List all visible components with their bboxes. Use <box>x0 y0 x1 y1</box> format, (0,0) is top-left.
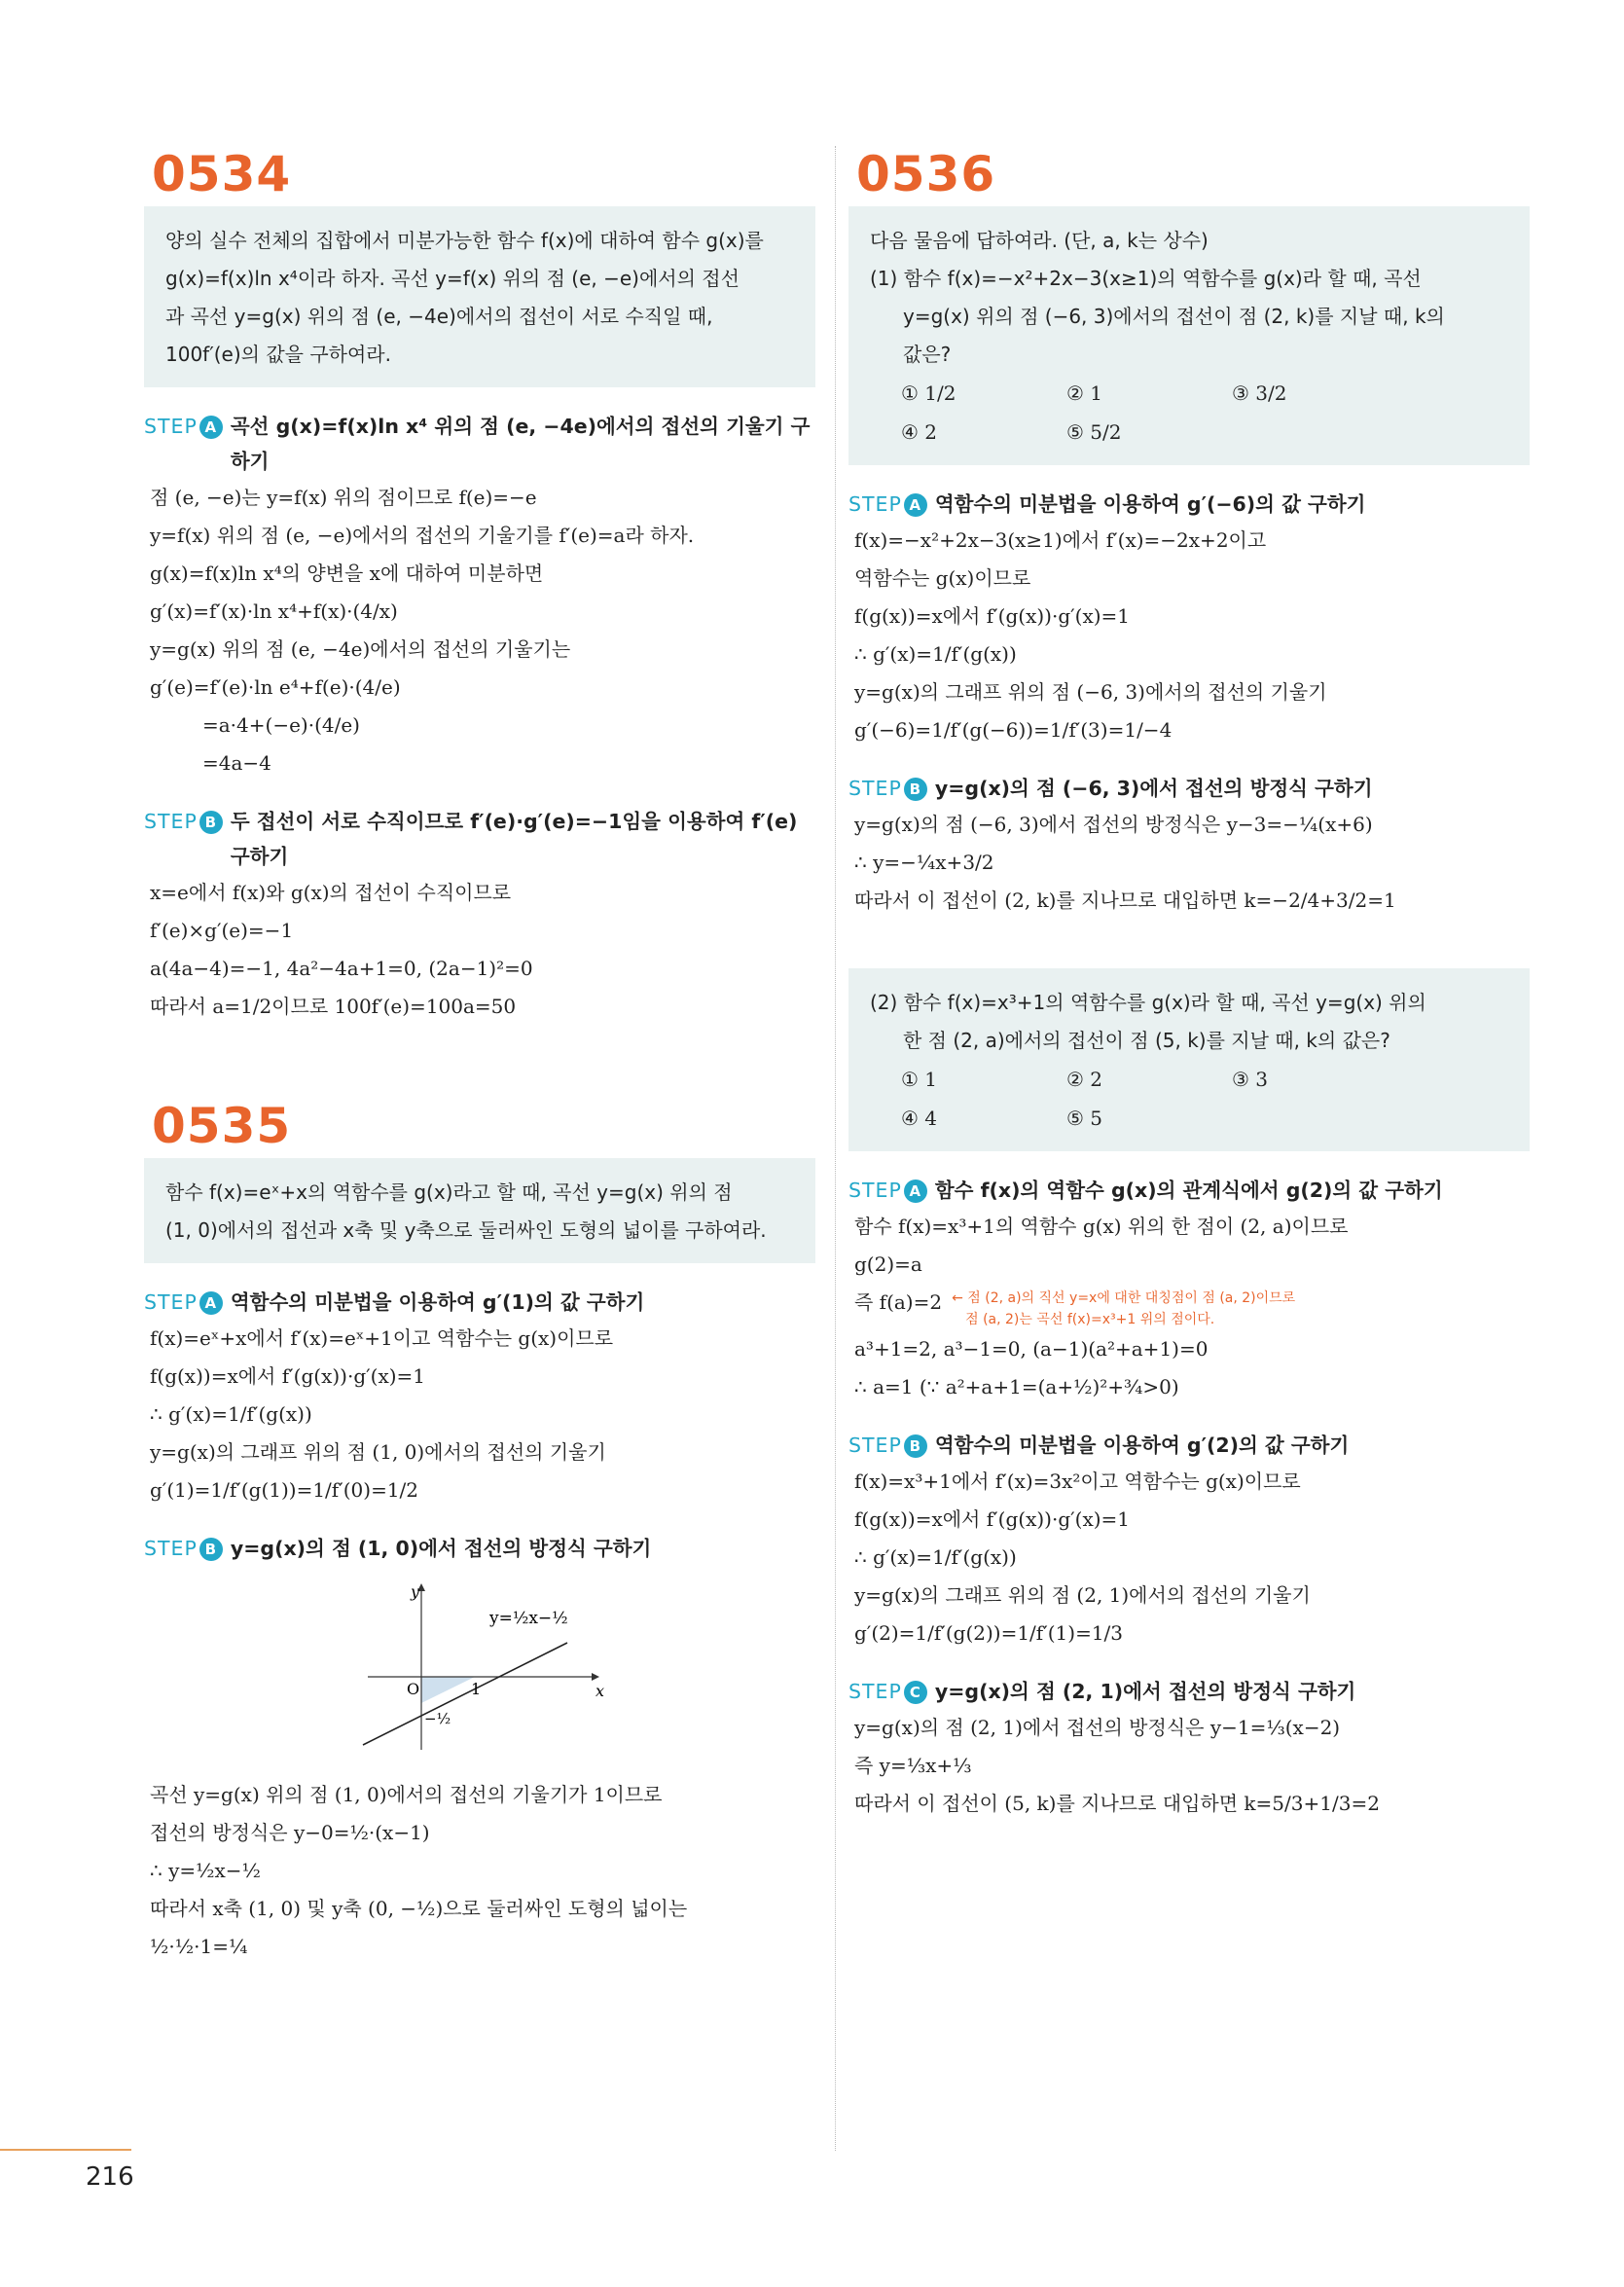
solution-line: y=g(x)의 그래프 위의 점 (2, 1)에서의 접선의 기울기 <box>854 1583 1311 1607</box>
y-tick-label: −½ <box>424 1710 451 1727</box>
step-label: STEP B <box>848 1428 927 1463</box>
solution-line: ∴ a=1 (∵ a²+a+1=(a+½)²+¾>0) <box>854 1375 1179 1398</box>
step-title: 역함수의 미분법을 이용하여 g′(−6)의 값 구하기 <box>934 492 1366 516</box>
solution-line: y=g(x)의 점 (2, 1)에서 접선의 방정식은 y−1=⅓(x−2) <box>854 1716 1341 1739</box>
solution-line: ∴ g′(x)=1/f′(g(x)) <box>150 1402 312 1426</box>
step-letter-icon: A <box>904 493 927 517</box>
solution-line: ∴ g′(x)=1/f′(g(x)) <box>854 1545 1017 1569</box>
choice-5: ⑤ 5 <box>1066 1107 1103 1130</box>
solution-line: y=g(x)의 그래프 위의 점 (−6, 3)에서의 접선의 기울기 <box>854 680 1327 704</box>
solution-line: a(4a−4)=−1, 4a²−4a+1=0, (2a−1)²=0 <box>150 957 533 980</box>
step-label: STEP A <box>848 1173 927 1208</box>
step-label: STEP C <box>848 1674 927 1709</box>
step-title: 두 접선이 서로 수직이므로 f′(e)·g′(e)=−1임을 이용하여 f′(e) 구하기 <box>230 810 798 868</box>
step-letter-icon: B <box>904 1434 927 1458</box>
step-title: 역함수의 미분법을 이용하여 g′(1)의 값 구하기 <box>230 1290 645 1314</box>
origin-label: O <box>407 1680 420 1698</box>
x-axis-label: x <box>595 1682 605 1700</box>
solution-line: f(x)=−x²+2x−3(x≥1)에서 f′(x)=−2x+2이고 <box>854 528 1267 552</box>
solution-line: y=g(x) 위의 점 (e, −4e)에서의 접선의 기울기는 <box>150 637 571 661</box>
question-line: (2) 함수 f(x)=x³+1의 역함수를 g(x)라 할 때, 곡선 y=g(x) 위의 <box>870 991 1426 1014</box>
question-line: y=g(x) 위의 점 (−6, 3)에서의 접선이 점 (2, k)를 지날 때, k의 <box>903 305 1445 328</box>
step-b-0535 <box>144 1531 815 1966</box>
tangent-line-graph <box>358 1579 611 1755</box>
solution-line: a³+1=2, a³−1=0, (a−1)(a²+a+1)=0 <box>854 1337 1209 1361</box>
step-title: y=g(x)의 점 (1, 0)에서 접선의 방정식 구하기 <box>230 1537 652 1560</box>
step-b-0536-2 <box>848 1428 1530 1652</box>
solution-line: 점 (e, −e)는 y=f(x) 위의 점이므로 f(e)=−e <box>150 486 537 509</box>
solution-line: g′(x)=f′(x)·ln x⁴+f(x)·(4/x) <box>150 599 398 623</box>
question-line: (1, 0)에서의 접선과 x축 및 y축으로 둘러싸인 도형의 넓이를 구하여라. <box>165 1218 767 1242</box>
left-column <box>144 136 815 1966</box>
x-tick-label: 1 <box>471 1680 482 1698</box>
footer-rule <box>0 2149 131 2151</box>
solution-line: f(g(x))=x에서 f′(g(x))·g′(x)=1 <box>854 1507 1131 1531</box>
choice-5: ⑤ 5/2 <box>1066 420 1122 444</box>
right-column <box>848 136 1530 1823</box>
line-equation-label: y=½x−½ <box>489 1609 568 1628</box>
solution-line: g′(1)=1/f′(g(1))=1/f′(0)=1/2 <box>150 1478 419 1502</box>
choice-1: ① 1/2 <box>901 381 956 405</box>
question-line: 양의 실수 전체의 집합에서 미분가능한 함수 f(x)에 대하여 함수 g(x)를 <box>165 229 764 252</box>
choice-4: ④ 2 <box>901 420 938 444</box>
solution-line: 곡선 y=g(x) 위의 점 (1, 0)에서의 접선의 기울기가 1이므로 <box>150 1783 663 1806</box>
step-a-0536-1 <box>848 487 1530 749</box>
question-box-0536-1 <box>848 206 1530 465</box>
solution-line: 즉 f(a)=2 <box>854 1290 943 1314</box>
step-letter-icon: B <box>199 811 223 834</box>
solution-line: =4a−4 <box>202 751 271 775</box>
solution-line: 접선의 방정식은 y−0=½·(x−1) <box>150 1821 430 1844</box>
question-line: g(x)=f(x)ln x⁴이라 하자. 곡선 y=f(x) 위의 점 (e, −e)에서의 접선 <box>165 267 740 290</box>
solution-line: ∴ y=−¼x+3/2 <box>854 851 994 874</box>
problem-number-0535: 0535 <box>152 1098 292 1154</box>
step-label: STEP A <box>144 409 223 479</box>
question-intro: 다음 물음에 답하여라. (단, a, k는 상수) <box>870 229 1209 252</box>
choice-3: ③ 3 <box>1232 1068 1269 1091</box>
solution-line: =a·4+(−e)·(4/e) <box>202 713 360 737</box>
solution-line: g(2)=a <box>854 1252 922 1276</box>
step-title: 곡선 g(x)=f(x)ln x⁴ 위의 점 (e, −4e)에서의 접선의 기울기 구하기 <box>230 415 811 473</box>
x-axis-arrow-icon <box>592 1673 599 1681</box>
problem-number-0536: 0536 <box>856 146 996 202</box>
step-title: y=g(x)의 점 (−6, 3)에서 접선의 방정식 구하기 <box>934 777 1373 800</box>
side-note-line: 점 (a, 2)는 곡선 f(x)=x³+1 위의 점이다. <box>965 1312 1215 1327</box>
solution-line: x=e에서 f(x)와 g(x)의 접선이 수직이므로 <box>150 881 512 904</box>
step-a-0535 <box>144 1285 815 1509</box>
choice-3: ③ 3/2 <box>1232 381 1287 405</box>
step-b-0536-1 <box>848 771 1530 920</box>
column-divider <box>835 146 836 2151</box>
step-letter-icon: C <box>904 1681 927 1704</box>
question-box-0536-2 <box>848 968 1530 1151</box>
solution-line: y=g(x)의 점 (−6, 3)에서 접선의 방정식은 y−3=−¼(x+6) <box>854 813 1373 836</box>
problem-number-0534: 0534 <box>152 146 292 202</box>
step-title: 역함수의 미분법을 이용하여 g′(2)의 값 구하기 <box>934 1434 1350 1457</box>
question-line: 값은? <box>903 343 952 366</box>
solution-line: ∴ g′(x)=1/f′(g(x)) <box>854 642 1017 666</box>
solution-line: f(g(x))=x에서 f′(g(x))·g′(x)=1 <box>150 1364 426 1388</box>
solution-line: g′(e)=f′(e)·ln e⁴+f(e)·(4/e) <box>150 675 401 699</box>
solution-line: 따라서 이 접선이 (5, k)를 지나므로 대입하면 k=5/3+1/3=2 <box>854 1792 1380 1815</box>
step-label: STEP A <box>848 487 927 522</box>
side-note-line: ← 점 (2, a)의 직선 y=x에 대한 대칭점이 점 (a, 2)이므로 <box>952 1290 1296 1306</box>
solution-line: 따라서 a=1/2이므로 100f′(e)=100a=50 <box>150 995 517 1018</box>
solution-line: y=f(x) 위의 점 (e, −e)에서의 접선의 기울기를 f′(e)=a라 하자. <box>150 524 695 547</box>
step-letter-icon: B <box>904 778 927 801</box>
shaded-triangle <box>421 1677 475 1703</box>
step-label: STEP B <box>848 771 927 806</box>
answer-choices <box>870 374 1512 452</box>
solution-line: 함수 f(x)=x³+1의 역함수 g(x) 위의 한 점이 (2, a)이므로 <box>854 1215 1349 1238</box>
step-label: STEP B <box>144 1531 223 1566</box>
solution-line: y=g(x)의 그래프 위의 점 (1, 0)에서의 접선의 기울기 <box>150 1440 606 1464</box>
choice-4: ④ 4 <box>901 1107 938 1130</box>
question-box-0535 <box>144 1158 815 1263</box>
solution-line: g′(−6)=1/f′(g(−6))=1/f′(3)=1/−4 <box>854 718 1173 742</box>
question-line: (1) 함수 f(x)=−x²+2x−3(x≥1)의 역함수를 g(x)라 할 때, 곡선 <box>870 267 1422 290</box>
step-c-0536-2 <box>848 1674 1530 1823</box>
step-b-0534 <box>144 804 815 1026</box>
step-letter-icon: B <box>199 1538 223 1561</box>
step-label: STEP A <box>144 1285 223 1320</box>
solution-line: f(g(x))=x에서 f′(g(x))·g′(x)=1 <box>854 604 1131 628</box>
question-line: 한 점 (2, a)에서의 접선이 점 (5, k)를 지날 때, k의 값은? <box>903 1029 1390 1052</box>
step-title: y=g(x)의 점 (2, 1)에서 접선의 방정식 구하기 <box>934 1680 1356 1703</box>
step-letter-icon: A <box>199 1291 223 1315</box>
choice-2: ② 1 <box>1066 381 1103 405</box>
answer-choices <box>870 1060 1512 1138</box>
y-axis-label: y <box>411 1582 420 1601</box>
solution-line: f(x)=x³+1에서 f′(x)=3x²이고 역함수는 g(x)이므로 <box>854 1470 1301 1493</box>
question-line: 함수 f(x)=eˣ+x의 역함수를 g(x)라고 할 때, 곡선 y=g(x) 위의 점 <box>165 1180 733 1204</box>
solution-line: f′(e)×g′(e)=−1 <box>150 919 294 942</box>
question-line: 100f′(e)의 값을 구하여라. <box>165 343 391 366</box>
tangent-line <box>363 1643 567 1745</box>
question-line: 과 곡선 y=g(x) 위의 점 (e, −4e)에서의 접선이 서로 수직일 때, <box>165 305 713 328</box>
solution-line: g(x)=f(x)ln x⁴의 양변을 x에 대하여 미분하면 <box>150 562 544 585</box>
step-letter-icon: A <box>904 1180 927 1203</box>
step-a-0534 <box>144 409 815 782</box>
solution-line: 따라서 이 접선이 (2, k)를 지나므로 대입하면 k=−2/4+3/2=1 <box>854 889 1396 912</box>
choice-1: ① 1 <box>901 1068 938 1091</box>
solution-line: ∴ y=½x−½ <box>150 1859 261 1882</box>
page-number: 216 <box>86 2162 134 2192</box>
solution-line: 즉 y=⅓x+⅓ <box>854 1754 972 1777</box>
step-letter-icon: A <box>199 416 223 439</box>
step-label: STEP B <box>144 804 223 874</box>
side-note <box>952 1288 1295 1330</box>
question-box-0534 <box>144 206 815 387</box>
solution-line: 따라서 x축 (1, 0) 및 y축 (0, −½)으로 둘러싸인 도형의 넓이는 <box>150 1897 688 1920</box>
solution-line: ½·½·1=¼ <box>150 1935 248 1958</box>
step-title: 함수 f(x)의 역함수 g(x)의 관계식에서 g(2)의 값 구하기 <box>934 1179 1443 1202</box>
solution-line: g′(2)=1/f′(g(2))=1/f′(1)=1/3 <box>854 1621 1124 1645</box>
solution-line: 역함수는 g(x)이므로 <box>854 566 1031 590</box>
step-a-0536-2 <box>848 1173 1530 1406</box>
solution-line: f(x)=eˣ+x에서 f′(x)=eˣ+1이고 역함수는 g(x)이므로 <box>150 1326 614 1350</box>
choice-2: ② 2 <box>1066 1068 1103 1091</box>
